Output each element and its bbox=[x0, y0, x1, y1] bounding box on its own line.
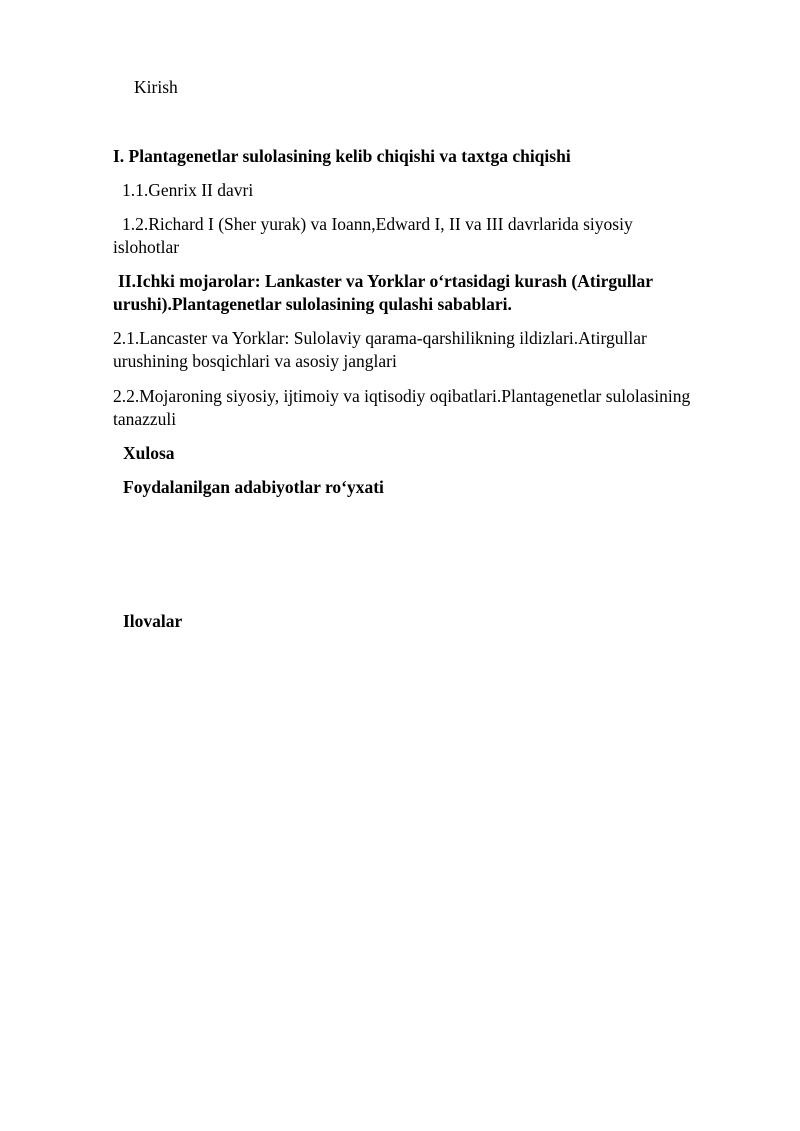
chapter-2-title-line-1: II.Ichki mojarolar: Lankaster va Yorklar o‘rtasidagi kurash (Atirgullar bbox=[118, 271, 654, 291]
toc-references: Foydalanilgan adabiyotlar ro‘yxati bbox=[123, 477, 384, 497]
section-2-2-line-1: 2.2.Mojaroning siyosiy, ijtimoiy va iqtisodiy oqibatlari.Plantagenetlar sulolasining bbox=[113, 386, 691, 406]
section-2-1-line-2: urushining bosqichlari va asosiy janglari bbox=[113, 351, 397, 371]
chapter-2-title-line-2: urushi).Plantagenetlar sulolasining qulashi sabablari. bbox=[113, 294, 512, 314]
section-2-2-line-2: tanazzuli bbox=[113, 409, 177, 429]
section-1-2-line-2: islohotlar bbox=[113, 237, 180, 257]
toc-conclusion: Xulosa bbox=[123, 443, 175, 463]
toc-intro: Kirish bbox=[134, 77, 178, 97]
chapter-1-title: I. Plantagenetlar sulolasining kelib chiqishi va taxtga chiqishi bbox=[113, 146, 571, 166]
section-2-1-line-1: 2.1.Lancaster va Yorklar: Sulolaviy qarama-qarshilikning ildizlari.Atirgullar bbox=[113, 328, 647, 348]
toc-appendices: Ilovalar bbox=[123, 611, 183, 631]
section-1-2-line-1: 1.2.Richard I (Sher yurak) va Ioann,Edward I, II va III davrlarida siyosiy bbox=[122, 214, 633, 234]
section-1-1: 1.1.Genrix II davri bbox=[122, 180, 254, 200]
